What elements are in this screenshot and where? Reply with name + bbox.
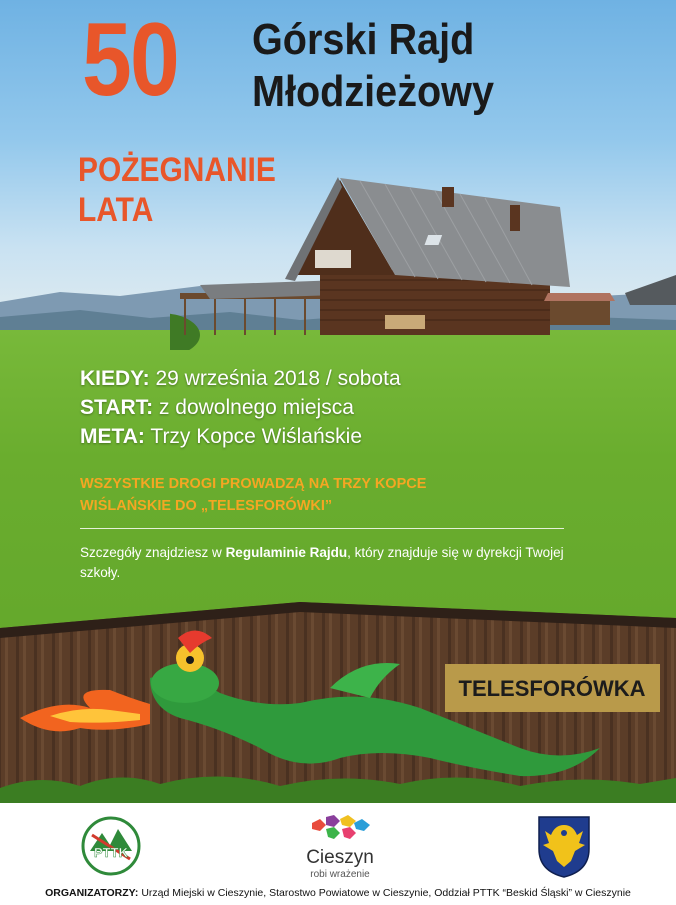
info-finish-label: META: bbox=[80, 425, 145, 448]
slogan-line1: WSZYSTKIE DROGI PROWADZĄ NA TRZY KOPCE bbox=[80, 476, 427, 492]
footer bbox=[0, 803, 676, 905]
cieszyn-county-crest bbox=[535, 813, 593, 879]
details-part1: Szczegóły znajdziesz w bbox=[80, 545, 226, 560]
info-start bbox=[80, 393, 401, 422]
pttk-logo-text: PTTK bbox=[94, 845, 128, 860]
slogan-line2: WIŚLAŃSKIE DO „TELESFORÓWKI” bbox=[80, 498, 333, 514]
info-finish bbox=[80, 422, 401, 451]
fence-sign-text: TELESFORÓWKA bbox=[458, 676, 646, 701]
event-subtitle bbox=[78, 150, 276, 230]
event-title-line2: Młodzieżowy bbox=[252, 67, 495, 116]
slogan bbox=[80, 473, 550, 517]
organizers-label: ORGANIZATORZY: bbox=[45, 887, 139, 899]
event-info bbox=[80, 364, 401, 451]
cieszyn-logo-mark bbox=[290, 813, 390, 847]
details-text bbox=[80, 543, 590, 583]
info-start-label: START: bbox=[80, 396, 154, 419]
pttk-logo bbox=[80, 815, 142, 877]
event-subtitle-line2: LATA bbox=[78, 191, 154, 229]
info-when-label: KIEDY: bbox=[80, 367, 150, 390]
details-rules-link: Regulaminie Rajdu bbox=[225, 545, 348, 560]
info-when-value: 29 września 2018 / sobota bbox=[149, 367, 401, 390]
info-when bbox=[80, 364, 401, 393]
edition-number: 50 bbox=[82, 2, 179, 118]
info-start-value: z dowolnego miejsca bbox=[153, 396, 354, 419]
cieszyn-tagline: robi wrażenie bbox=[310, 869, 370, 880]
fence-mural-illustration bbox=[0, 598, 676, 803]
cieszyn-logo bbox=[290, 813, 390, 883]
details-part2: , który znajduje się w dyrekcji Twojej szkoły. bbox=[80, 545, 564, 580]
info-finish-value: Trzy Kopce Wiślańskie bbox=[144, 425, 363, 448]
event-title-line1: Górski Rajd bbox=[252, 15, 475, 64]
divider bbox=[80, 528, 564, 529]
organizers-list: Urząd Miejski w Cieszynie, Starostwo Powiatowe w Cieszynie, Oddział PTTK “Beskid Śląski” w Cieszynie bbox=[138, 887, 631, 899]
cieszyn-name: Cieszyn bbox=[306, 847, 374, 868]
organizers-text bbox=[0, 887, 676, 899]
event-title bbox=[252, 14, 494, 118]
event-subtitle-line1: POŻEGNANIE bbox=[78, 151, 276, 189]
